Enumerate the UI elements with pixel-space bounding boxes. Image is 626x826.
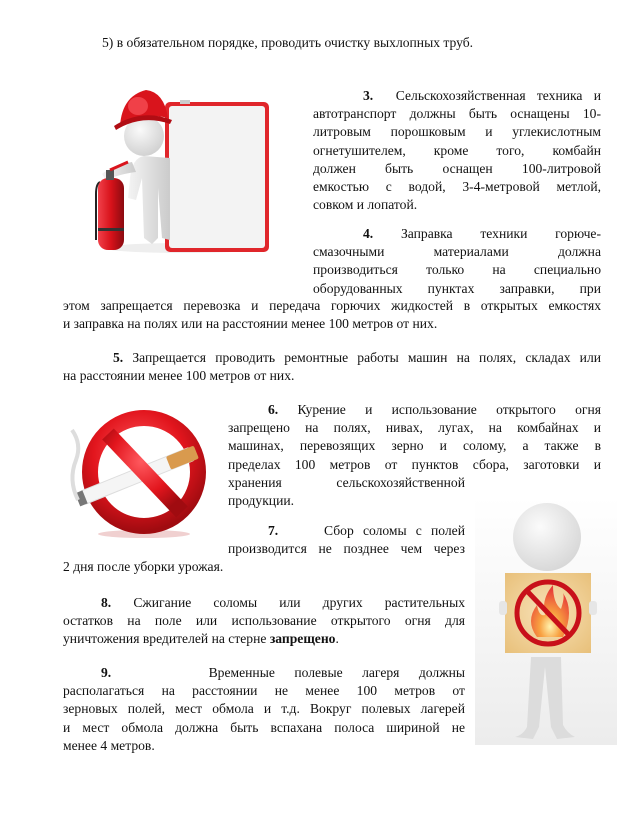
item-8-line: уничтожения вредителей на стерне: [63, 631, 267, 647]
item-7-line: Сбор соломы с полей: [324, 523, 465, 538]
item-7-number: 7.: [268, 523, 279, 538]
item-3: [313, 87, 601, 214]
item-4-number: 4.: [363, 226, 374, 241]
item-9: [63, 664, 465, 755]
item-8-period: .: [335, 631, 339, 647]
item-3-line: совком и лопатой.: [313, 197, 418, 213]
item-5: [63, 349, 601, 385]
firefighter-image: [92, 78, 277, 256]
item-3-line: должен быть оснащен 100-литровой: [313, 160, 601, 176]
item-8-bold-word: запрещено: [269, 631, 336, 647]
item-7-bottom: [63, 558, 465, 576]
item-9-line: менее 4 метров.: [63, 737, 155, 753]
item-6-line: пределах 100 метров от пунктов сбора, заготовки и: [228, 456, 601, 472]
item-4-top: [313, 225, 601, 298]
item-3-line: автотранспорт должны быть оснащены 10-: [313, 106, 601, 122]
item-8-line: Сжигание соломы или других растительных: [133, 595, 465, 610]
item-6-line: Курение и использование открытого огня: [297, 402, 601, 417]
item-4-line: Заправка техники горюче-: [400, 226, 601, 241]
item-3-line: емкостью с водой, 3-4-метровой метлой,: [313, 179, 601, 195]
item-9-line: и мест обмола должна быть вспахана полоса шириной не: [63, 719, 465, 735]
person-no-fire-icon: [475, 497, 617, 745]
item-7-line: производится не позднее чем через: [228, 541, 465, 557]
item-8-number: 8.: [101, 595, 112, 610]
no-smoking-icon: [58, 400, 218, 540]
item-4-line: оборудованных пунктах заправки, при: [313, 280, 601, 296]
item-4-line: и заправка на полях или на расстоянии менее 100 метров от них.: [63, 316, 438, 332]
item-6-line: хранения сельскохозяйственной: [228, 474, 465, 490]
item-3-line: огнетушителем, кроме того, комбайн: [313, 142, 601, 158]
item-6-line: продукции.: [228, 493, 295, 509]
item-7-line: 2 дня после уборки урожая.: [63, 559, 224, 574]
no-smoking-image: [58, 400, 218, 540]
item-9-line: располагаться на расстоянии не менее 100 метров от: [63, 683, 465, 699]
item-7-top: [228, 522, 465, 558]
item-3-number: 3.: [363, 88, 374, 103]
item-9-line: зерновых полей, мест обмола и т.д. Вокруг полевых лагерей: [63, 701, 465, 717]
item-3-line: литровым порошковым и углекислотным: [313, 124, 601, 140]
firefighter-illustration-icon: [92, 78, 277, 256]
item-8: [63, 594, 465, 649]
intro-number: 5): [102, 35, 114, 50]
no-fire-sign-image: [475, 497, 617, 745]
item-9-line: Временные полевые лагеря должны: [208, 665, 466, 680]
intro-line: [102, 34, 473, 52]
item-6-number: 6.: [268, 402, 279, 417]
item-6-line: запрещено на полях, нивах, лугах, на комбайнах и: [228, 420, 601, 436]
intro-text: в обязательном порядке, проводить очистку выхлопных труб.: [116, 35, 474, 50]
item-4-bottom: [63, 297, 601, 333]
item-5-line: на расстоянии менее 100 метров от них.: [63, 368, 295, 384]
item-6: [228, 401, 601, 510]
item-9-number: 9.: [101, 665, 112, 680]
item-5-number: 5.: [113, 350, 124, 365]
item-8-line: остатков на поле или использование открытого огня для: [63, 613, 465, 629]
item-4-line: смазочными материалами должна: [313, 244, 601, 260]
item-4-line: этом запрещается перевозка и передача горючих жидкостей в открытых емкостях: [63, 298, 601, 313]
item-4-line: производиться только на специально: [313, 262, 601, 278]
item-5-line: Запрещается проводить ремонтные работы машин на полях, складах или: [132, 350, 601, 365]
item-6-line: машинах, перевозящих зерно и солому, а также в: [228, 438, 601, 454]
item-3-line: Сельскохозяйственная техника и: [395, 88, 601, 103]
